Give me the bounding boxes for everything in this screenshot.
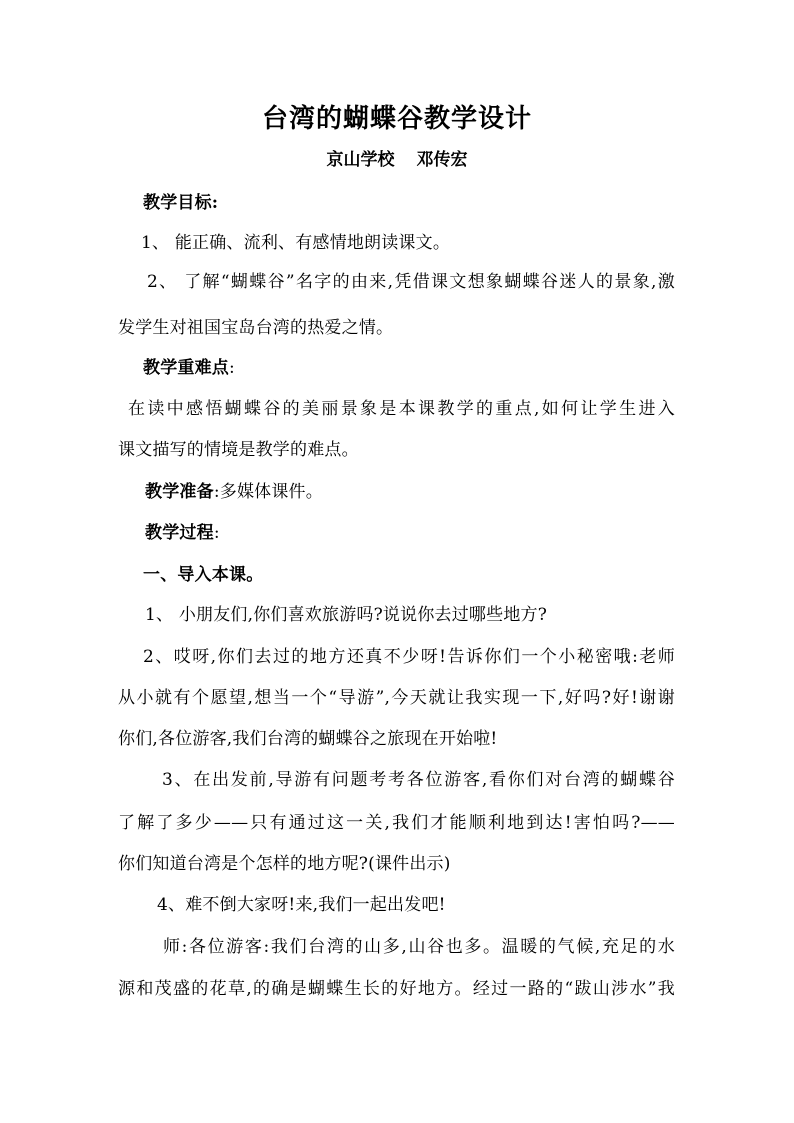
step-2-line-3: 你们,各位游客,我们台湾的蝴蝶谷之旅现在开始啦!: [118, 729, 498, 749]
step-3-line-1: 3、在出发前,导游有问题考考各位游客,看你们对台湾的蝴蝶谷: [162, 770, 675, 790]
step-3-line-3: 你们知道台湾是个怎样的地方呢?(课件出示): [118, 854, 451, 874]
teacher-line-2: 源和茂盛的花草,的确是蝴蝶生长的好地方。经过一路的“跋山涉水”我: [118, 979, 675, 999]
key-points-heading-suffix: :: [229, 358, 235, 378]
goals-heading: 教学目标:: [143, 193, 219, 213]
key-points-line-2: 课文描写的情境是教学的难点。: [118, 440, 359, 460]
part-1-heading: 一、导入本课。: [143, 565, 264, 585]
author-name: 邓传宏: [416, 150, 468, 170]
school-name: 京山学校: [326, 150, 395, 170]
document-title: 台湾的蝴蝶谷教学设计: [261, 104, 532, 134]
goal-item-1: 1、 能正确、流利、有感情地朗读课文。: [141, 233, 451, 253]
key-points-heading-line: [143, 358, 235, 378]
process-heading: 教学过程: [145, 523, 214, 543]
byline: [0, 150, 794, 170]
step-3-line-2: 了解了多少——只有通过这一关,我们才能顺利地到达!害怕吗?——: [118, 813, 675, 833]
key-points-line-1: 在读中感悟蝴蝶谷的美丽景象是本课教学的重点,如何让学生进入: [128, 399, 675, 419]
process-heading-line: [145, 523, 220, 543]
goal-item-2-line-2: 发学生对祖国宝岛台湾的热爱之情。: [118, 318, 394, 338]
goal-item-2-line-1: 2、 了解“蝴蝶谷”名字的由来,凭借课文想象蝴蝶谷迷人的景象,激: [147, 272, 675, 292]
preparation-text: :多媒体课件。: [213, 482, 323, 502]
teacher-line-1: 师:各位游客:我们台湾的山多,山谷也多。温暖的气候,充足的水: [163, 937, 675, 957]
step-2-line-2: 从小就有个愿望,想当一个“导游”,今天就让我实现一下,好吗?好!谢谢: [118, 688, 675, 708]
process-heading-suffix: :: [213, 523, 220, 543]
preparation-heading: 教学准备: [145, 482, 214, 502]
step-1: 1、 小朋友们,你们喜欢旅游吗?说说你去过哪些地方?: [145, 605, 548, 625]
step-4: 4、难不倒大家呀!来,我们一起出发吧!: [157, 895, 446, 915]
preparation-line: [145, 482, 323, 502]
step-2-line-1: 2、哎呀,你们去过的地方还真不少呀!告诉你们一个小秘密哦:老师: [143, 647, 675, 667]
key-points-heading: 教学重难点: [143, 358, 229, 378]
